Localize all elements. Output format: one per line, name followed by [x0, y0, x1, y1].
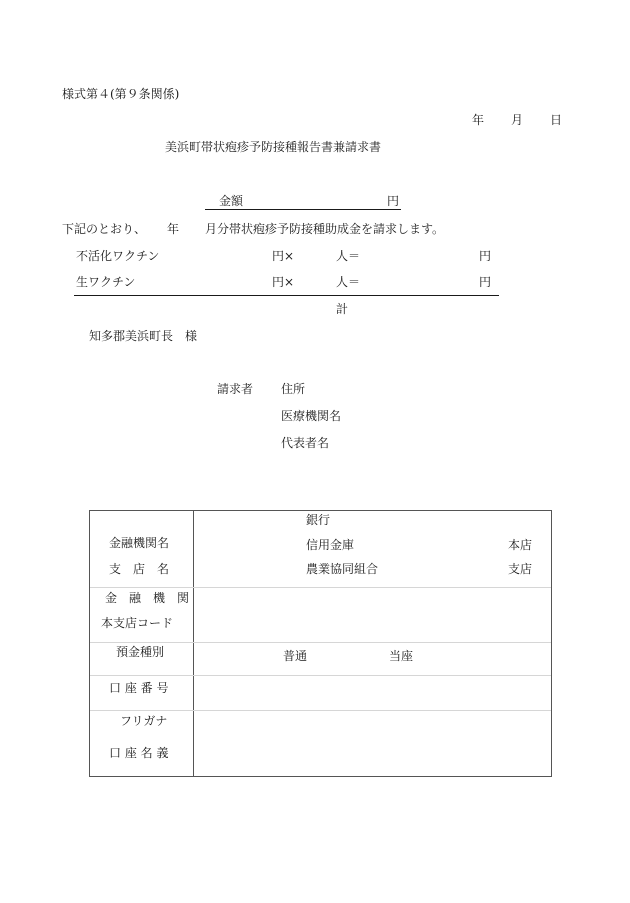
vaccine-people-equals: 人＝	[336, 249, 361, 263]
amount-unit: 円	[387, 194, 400, 208]
request-year: 年	[167, 222, 180, 236]
institution-code-label: 金 融 機 関	[105, 591, 190, 605]
total-divider	[74, 295, 499, 296]
table-row-divider	[90, 675, 551, 676]
bank-type-option: 銀行	[306, 513, 331, 527]
vaccine-name: 生ワクチン	[76, 275, 136, 289]
vaccine-yen-times: 円×	[272, 249, 295, 263]
branch-code-label: 本支店コード	[101, 616, 174, 630]
vaccine-people-equals: 人＝	[336, 275, 361, 289]
amount-underline	[205, 209, 401, 210]
branch-type-option: 支店	[508, 562, 533, 576]
claimant-representative-label: 代表者名	[281, 436, 330, 450]
table-row-divider	[90, 587, 551, 588]
bank-type-option: 農業協同組合	[306, 562, 379, 576]
bank-type-option: 信用金庫	[306, 538, 355, 552]
request-prefix: 下記のとおり、	[62, 222, 147, 236]
vaccine-yen-times: 円×	[272, 275, 295, 289]
vaccine-yen: 円	[479, 275, 492, 289]
deposit-type-option: 当座	[389, 649, 414, 663]
table-row-divider	[90, 710, 551, 711]
page-title: 美浜町帯状疱疹予防接種報告書兼請求書	[165, 140, 382, 154]
amount-label: 金額	[219, 194, 244, 208]
form-number: 様式第４(第９条関係)	[62, 87, 180, 101]
claimant-address-label: 住所	[281, 382, 306, 396]
deposit-type-label: 預金種別	[116, 645, 165, 659]
vaccine-name: 不活化ワクチン	[76, 249, 160, 263]
date-year-label: 年	[472, 113, 485, 127]
recipient: 知多郡美浜町長 様	[89, 329, 198, 343]
claimant-institution-label: 医療機関名	[281, 409, 342, 423]
table-column-divider	[193, 511, 194, 776]
deposit-type-option: 普通	[283, 649, 308, 663]
date-day-label: 日	[550, 113, 563, 127]
furigana-label: フリガナ	[120, 714, 168, 728]
account-name-label: 口 座 名 義	[109, 746, 169, 760]
date-month-label: 月	[511, 113, 524, 127]
branch-name-label: 支 店 名	[109, 562, 170, 576]
institution-name-label: 金融機関名	[109, 536, 170, 550]
total-label: 計	[336, 302, 349, 316]
branch-type-option: 本店	[508, 538, 533, 552]
request-suffix: 月分帯状疱疹予防接種助成金を請求します。	[205, 222, 445, 236]
bank-account-table	[89, 510, 552, 777]
table-row-divider	[90, 642, 551, 643]
claimant-label: 請求者	[217, 382, 254, 396]
account-number-label: 口 座 番 号	[109, 681, 169, 695]
vaccine-yen: 円	[479, 249, 492, 263]
